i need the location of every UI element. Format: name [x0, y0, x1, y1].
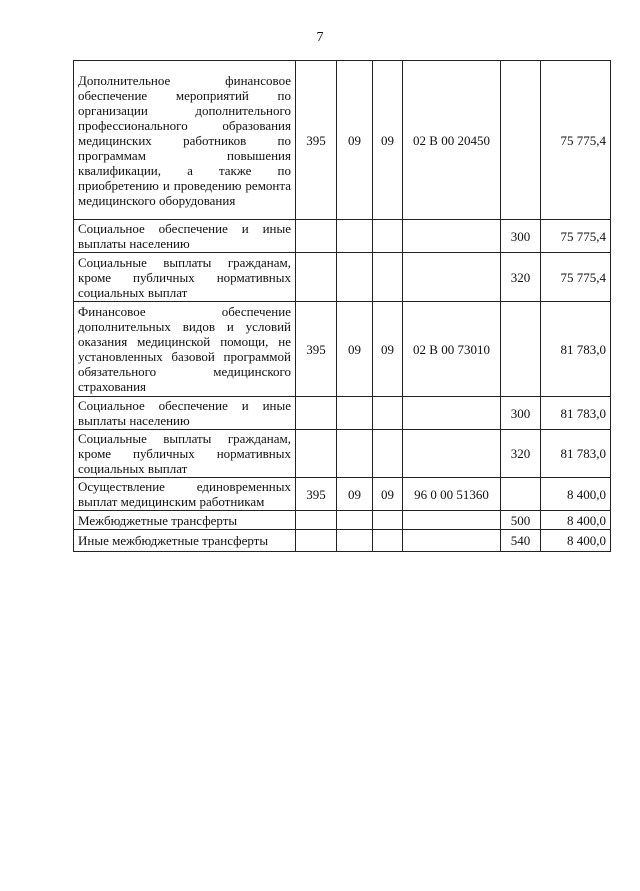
amount: 81 783,0 [541, 302, 611, 397]
expense-type-code: 540 [501, 530, 541, 552]
target-code [403, 253, 501, 302]
ministry-code [296, 430, 337, 478]
ministry-code [296, 397, 337, 430]
subsection-code [373, 511, 403, 530]
expense-type-code [501, 302, 541, 397]
section-code [337, 220, 373, 253]
table-row [74, 253, 611, 302]
ministry-code: 395 [296, 478, 337, 511]
ministry-code: 395 [296, 302, 337, 397]
section-code [337, 511, 373, 530]
subsection-code [373, 253, 403, 302]
section-code: 09 [337, 478, 373, 511]
row-name: Социальные выплаты гражданам, кроме публичных нормативных социальных выплат [74, 430, 296, 478]
budget-table [73, 60, 611, 552]
subsection-code [373, 220, 403, 253]
table-row [74, 511, 611, 530]
table-row [74, 220, 611, 253]
amount: 81 783,0 [541, 397, 611, 430]
section-code: 09 [337, 302, 373, 397]
expense-type-code: 300 [501, 397, 541, 430]
expense-type-code: 500 [501, 511, 541, 530]
expense-type-code: 320 [501, 253, 541, 302]
subsection-code [373, 397, 403, 430]
ministry-code [296, 253, 337, 302]
ministry-code [296, 511, 337, 530]
amount: 75 775,4 [541, 220, 611, 253]
target-code [403, 511, 501, 530]
amount: 8 400,0 [541, 478, 611, 511]
row-name: Финансовое обеспечение дополнительных видов и условий оказания медицинской помощи, не установленных базовой программой обязательного медицинского страхования [74, 302, 296, 397]
ministry-code: 395 [296, 61, 337, 220]
section-code [337, 430, 373, 478]
row-name: Дополнительное финансовое обеспечение мероприятий по организации дополнительного профессионального образования медицинских работников по программам повышения квалификации, а также по приобретению и проведению ремонта медицинского оборудования [74, 61, 296, 220]
ministry-code [296, 530, 337, 552]
section-code: 09 [337, 61, 373, 220]
section-code [337, 253, 373, 302]
amount: 81 783,0 [541, 430, 611, 478]
section-code [337, 397, 373, 430]
table-row [74, 478, 611, 511]
amount: 75 775,4 [541, 253, 611, 302]
subsection-code [373, 530, 403, 552]
section-code [337, 530, 373, 552]
page-number: 7 [316, 30, 324, 45]
expense-type-code: 320 [501, 430, 541, 478]
target-code [403, 530, 501, 552]
expense-type-code: 300 [501, 220, 541, 253]
amount: 75 775,4 [541, 61, 611, 220]
row-name: Иные межбюджетные трансферты [74, 530, 296, 552]
amount: 8 400,0 [541, 511, 611, 530]
target-code: 02 В 00 73010 [403, 302, 501, 397]
target-code [403, 397, 501, 430]
subsection-code [373, 430, 403, 478]
ministry-code [296, 220, 337, 253]
row-name: Осуществление единовременных выплат медицинским работникам [74, 478, 296, 511]
table-row [74, 397, 611, 430]
table-row [74, 530, 611, 552]
table-row [74, 430, 611, 478]
table-row [74, 302, 611, 397]
row-name: Межбюджетные трансферты [74, 511, 296, 530]
target-code [403, 220, 501, 253]
subsection-code: 09 [373, 61, 403, 220]
target-code [403, 430, 501, 478]
amount: 8 400,0 [541, 530, 611, 552]
row-name: Социальное обеспечение и иные выплаты населению [74, 397, 296, 430]
table-row [74, 61, 611, 220]
target-code: 96 0 00 51360 [403, 478, 501, 511]
subsection-code: 09 [373, 302, 403, 397]
expense-type-code [501, 61, 541, 220]
target-code: 02 В 00 20450 [403, 61, 501, 220]
row-name: Социальные выплаты гражданам, кроме публичных нормативных социальных выплат [74, 253, 296, 302]
row-name: Социальное обеспечение и иные выплаты населению [74, 220, 296, 253]
subsection-code: 09 [373, 478, 403, 511]
expense-type-code [501, 478, 541, 511]
